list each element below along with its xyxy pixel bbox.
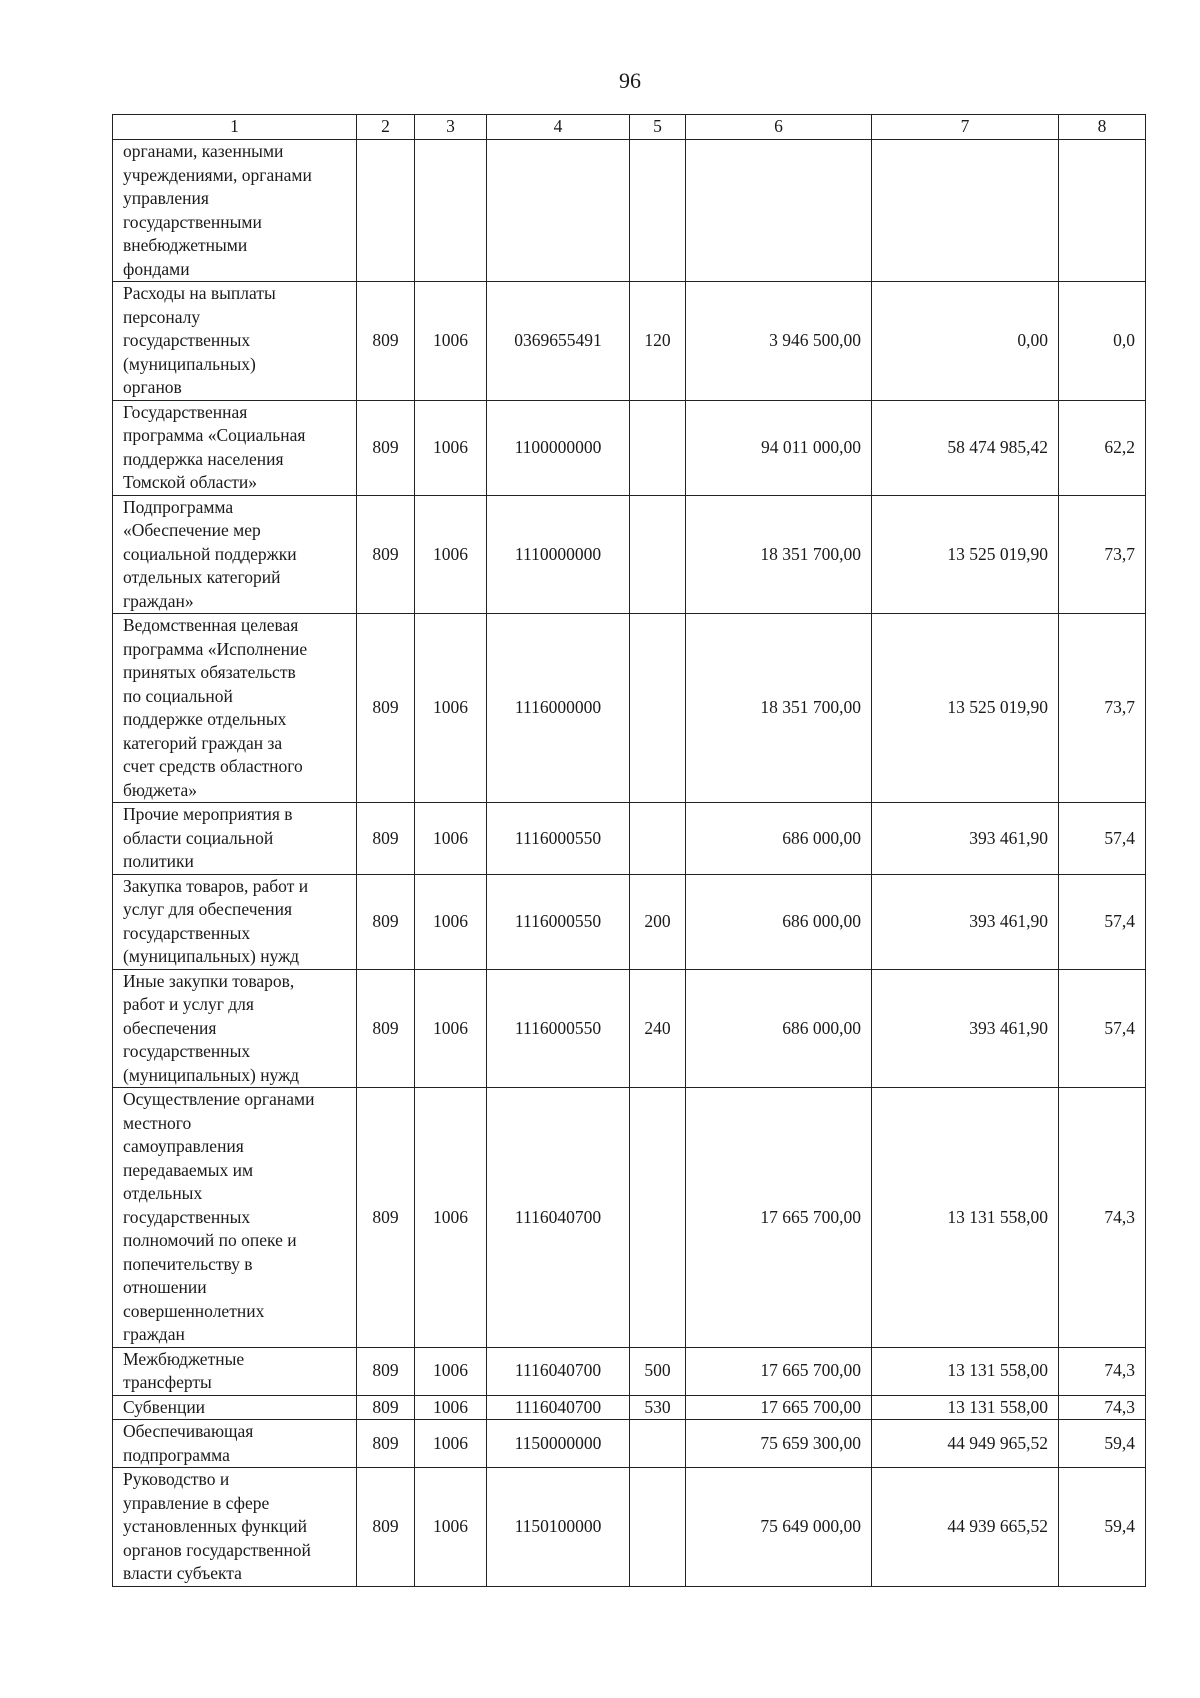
row-label: Государственная программа «Социальная поддержка населения Томской области»	[113, 400, 357, 495]
cell-glavny: 809	[357, 874, 415, 969]
cell-target-article	[487, 140, 630, 282]
cell-glavny: 809	[357, 1468, 415, 1587]
cell-percent: 0,0	[1059, 282, 1146, 401]
row-label: Межбюджетные трансферты	[113, 1347, 357, 1395]
cell-target-article: 1116000550	[487, 969, 630, 1088]
cell-planned: 3 946 500,00	[686, 282, 872, 401]
cell-percent: 73,7	[1059, 495, 1146, 614]
cell-target-article: 1116000550	[487, 874, 630, 969]
cell-percent: 74,3	[1059, 1088, 1146, 1348]
cell-section: 1006	[415, 282, 487, 401]
column-header: 7	[872, 115, 1059, 140]
table-row	[113, 803, 1146, 875]
cell-target-article: 1150100000	[487, 1468, 630, 1587]
cell-executed: 393 461,90	[872, 803, 1059, 875]
cell-percent: 57,4	[1059, 803, 1146, 875]
row-label: Субвенции	[113, 1395, 357, 1420]
cell-expense-type: 530	[630, 1395, 686, 1420]
cell-glavny: 809	[357, 282, 415, 401]
cell-target-article: 1110000000	[487, 495, 630, 614]
cell-expense-type	[630, 400, 686, 495]
row-label: органами, казенными учреждениями, органами управления государственными внебюджетными фондами	[113, 140, 357, 282]
table-row	[113, 282, 1146, 401]
cell-glavny: 809	[357, 614, 415, 803]
table-row	[113, 400, 1146, 495]
cell-target-article: 1116040700	[487, 1088, 630, 1348]
budget-table	[112, 114, 1146, 1587]
column-header: 6	[686, 115, 872, 140]
cell-section: 1006	[415, 1420, 487, 1468]
cell-executed: 13 131 558,00	[872, 1088, 1059, 1348]
cell-glavny: 809	[357, 969, 415, 1088]
cell-glavny: 809	[357, 1347, 415, 1395]
column-header: 2	[357, 115, 415, 140]
cell-expense-type	[630, 1420, 686, 1468]
cell-planned: 94 011 000,00	[686, 400, 872, 495]
cell-section: 1006	[415, 803, 487, 875]
cell-expense-type	[630, 803, 686, 875]
row-label: Иные закупки товаров, работ и услуг для обеспечения государственных (муниципальных) нужд	[113, 969, 357, 1088]
cell-expense-type: 500	[630, 1347, 686, 1395]
cell-target-article: 1100000000	[487, 400, 630, 495]
cell-target-article: 1116000550	[487, 803, 630, 875]
page-number: 96	[619, 68, 641, 93]
row-label: Расходы на выплаты персоналу государственных (муниципальных) органов	[113, 282, 357, 401]
cell-planned: 686 000,00	[686, 874, 872, 969]
cell-section: 1006	[415, 1395, 487, 1420]
cell-section: 1006	[415, 614, 487, 803]
cell-section: 1006	[415, 1468, 487, 1587]
cell-planned: 686 000,00	[686, 969, 872, 1088]
row-label: Подпрограмма «Обеспечение мер социальной поддержки отдельных категорий граждан»	[113, 495, 357, 614]
table-row	[113, 495, 1146, 614]
row-label: Закупка товаров, работ и услуг для обеспечения государственных (муниципальных) нужд	[113, 874, 357, 969]
row-label: Руководство и управление в сфере установленных функций органов государственной власти субъекта	[113, 1468, 357, 1587]
cell-section: 1006	[415, 1088, 487, 1348]
cell-planned	[686, 140, 872, 282]
cell-planned: 18 351 700,00	[686, 614, 872, 803]
cell-expense-type	[630, 614, 686, 803]
cell-planned: 75 649 000,00	[686, 1468, 872, 1587]
cell-expense-type	[630, 140, 686, 282]
table-row	[113, 1347, 1146, 1395]
cell-target-article: 1116040700	[487, 1347, 630, 1395]
cell-section: 1006	[415, 969, 487, 1088]
cell-expense-type	[630, 1468, 686, 1587]
table-row	[113, 614, 1146, 803]
cell-target-article: 0369655491	[487, 282, 630, 401]
cell-percent	[1059, 140, 1146, 282]
cell-glavny: 809	[357, 803, 415, 875]
cell-executed: 393 461,90	[872, 969, 1059, 1088]
cell-expense-type	[630, 495, 686, 614]
cell-executed: 0,00	[872, 282, 1059, 401]
table-row	[113, 140, 1146, 282]
cell-executed: 13 131 558,00	[872, 1347, 1059, 1395]
cell-expense-type: 240	[630, 969, 686, 1088]
cell-planned: 17 665 700,00	[686, 1088, 872, 1348]
cell-target-article: 1116040700	[487, 1395, 630, 1420]
cell-glavny: 809	[357, 1395, 415, 1420]
cell-expense-type	[630, 1088, 686, 1348]
cell-glavny: 809	[357, 1420, 415, 1468]
cell-percent: 57,4	[1059, 874, 1146, 969]
cell-section: 1006	[415, 495, 487, 614]
cell-executed: 58 474 985,42	[872, 400, 1059, 495]
column-header: 8	[1059, 115, 1146, 140]
column-header: 4	[487, 115, 630, 140]
cell-executed: 44 939 665,52	[872, 1468, 1059, 1587]
cell-executed: 13 525 019,90	[872, 614, 1059, 803]
cell-section: 1006	[415, 1347, 487, 1395]
cell-executed: 393 461,90	[872, 874, 1059, 969]
cell-planned: 18 351 700,00	[686, 495, 872, 614]
cell-section	[415, 140, 487, 282]
cell-executed: 13 525 019,90	[872, 495, 1059, 614]
cell-expense-type: 120	[630, 282, 686, 401]
cell-executed	[872, 140, 1059, 282]
cell-percent: 59,4	[1059, 1468, 1146, 1587]
cell-percent: 59,4	[1059, 1420, 1146, 1468]
table-row	[113, 1395, 1146, 1420]
column-header: 3	[415, 115, 487, 140]
row-label: Прочие мероприятия в области социальной политики	[113, 803, 357, 875]
table-row	[113, 1468, 1146, 1587]
cell-executed: 13 131 558,00	[872, 1395, 1059, 1420]
cell-percent: 57,4	[1059, 969, 1146, 1088]
cell-expense-type: 200	[630, 874, 686, 969]
cell-planned: 17 665 700,00	[686, 1347, 872, 1395]
cell-planned: 75 659 300,00	[686, 1420, 872, 1468]
cell-percent: 74,3	[1059, 1395, 1146, 1420]
cell-section: 1006	[415, 874, 487, 969]
cell-executed: 44 949 965,52	[872, 1420, 1059, 1468]
row-label: Обеспечивающая подпрограмма	[113, 1420, 357, 1468]
cell-planned: 686 000,00	[686, 803, 872, 875]
cell-percent: 74,3	[1059, 1347, 1146, 1395]
row-label: Осуществление органами местного самоуправления передаваемых им отдельных государственных полномочий по опеке и попечительству в отношении совершеннолетних граждан	[113, 1088, 357, 1348]
cell-planned: 17 665 700,00	[686, 1395, 872, 1420]
header-row	[113, 115, 1146, 140]
cell-glavny	[357, 140, 415, 282]
cell-target-article: 1116000000	[487, 614, 630, 803]
row-label: Ведомственная целевая программа «Исполнение принятых обязательств по социальной поддержке отдельных категорий граждан за счет средств областного бюджета»	[113, 614, 357, 803]
column-header: 5	[630, 115, 686, 140]
cell-percent: 62,2	[1059, 400, 1146, 495]
cell-section: 1006	[415, 400, 487, 495]
table-row	[113, 969, 1146, 1088]
cell-glavny: 809	[357, 1088, 415, 1348]
cell-glavny: 809	[357, 495, 415, 614]
cell-percent: 73,7	[1059, 614, 1146, 803]
table-row	[113, 874, 1146, 969]
table-row	[113, 1088, 1146, 1348]
cell-target-article: 1150000000	[487, 1420, 630, 1468]
cell-glavny: 809	[357, 400, 415, 495]
table-row	[113, 1420, 1146, 1468]
column-header: 1	[113, 115, 357, 140]
